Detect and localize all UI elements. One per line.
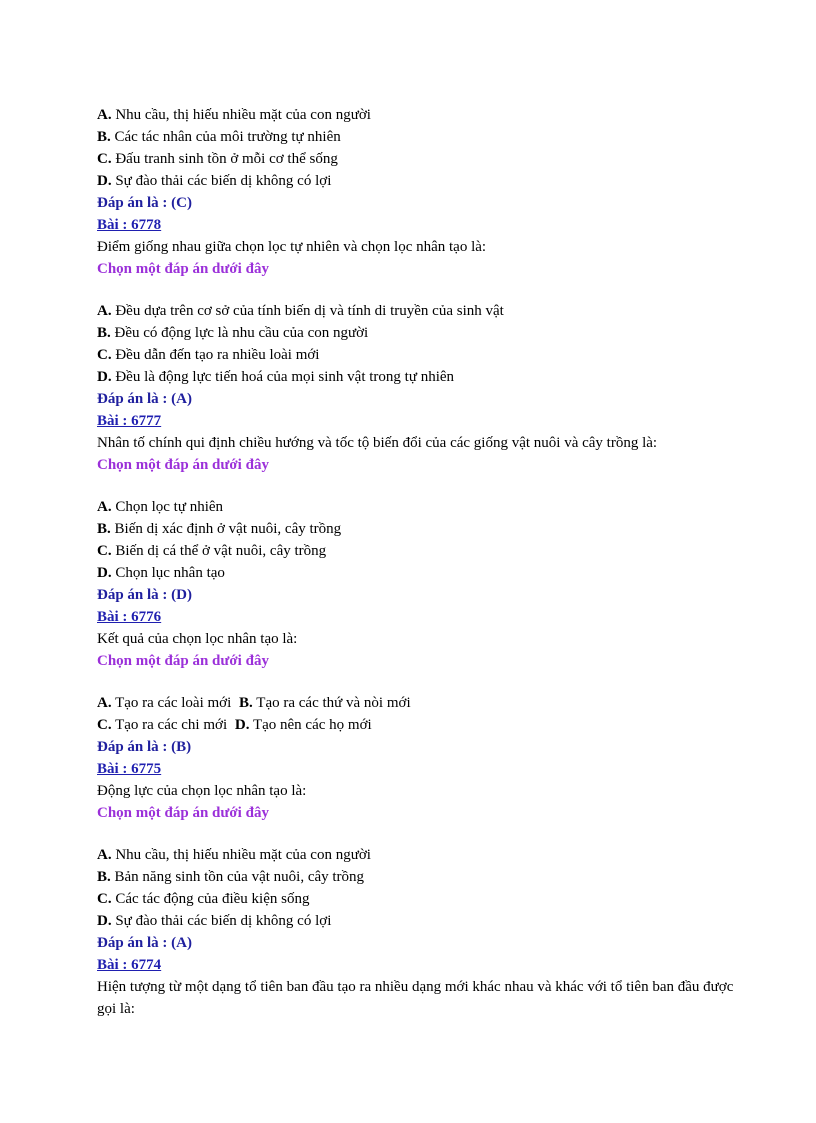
option-c: C. Đấu tranh sinh tồn ở mỗi cơ thể sống	[97, 151, 338, 167]
option-a: A. Đều dựa trên cơ sở của tính biến dị và tính di truyền của sinh vật	[97, 303, 504, 319]
answer-label: Đáp án là : (C)	[97, 195, 193, 211]
question-number-link[interactable]: Bài : 6776	[97, 609, 162, 625]
option-b: B. Tạo ra các thứ và nòi mới	[239, 695, 411, 711]
option-a: A. Chọn lọc tự nhiên	[97, 499, 224, 515]
question-text: Nhân tố chính qui định chiều hướng và tốc tộ biến đổi của các giống vật nuôi và cây trồng là:	[97, 435, 658, 451]
answer-label: Đáp án là : (A)	[97, 391, 193, 407]
option-d: D. Đều là động lực tiến hoá của mọi sinh vật trong tự nhiên	[97, 369, 455, 385]
question-number-link[interactable]: Bài : 6777	[97, 413, 162, 429]
option-b: B. Bản năng sinh tồn của vật nuôi, cây trồng	[97, 869, 365, 885]
answer-label: Đáp án là : (A)	[97, 935, 193, 951]
document-page	[97, 104, 737, 1020]
option-b: B. Biến dị xác định ở vật nuôi, cây trồng	[97, 521, 342, 537]
question-number-link[interactable]: Bài : 6775	[97, 761, 162, 777]
question-text: Động lực của chọn lọc nhân tạo là:	[97, 783, 307, 799]
option-b: B. Các tác nhân của môi trường tự nhiên	[97, 129, 341, 145]
option-c: C. Tạo ra các chi mới	[97, 717, 228, 733]
question-text: Kết quả của chọn lọc nhân tạo là:	[97, 631, 298, 647]
option-row	[97, 692, 737, 714]
answer-label: Đáp án là : (B)	[97, 739, 192, 755]
option-a: A. Nhu cầu, thị hiếu nhiều mặt của con người	[97, 847, 371, 863]
question-number-link[interactable]: Bài : 6778	[97, 217, 162, 233]
question-text: Hiện tượng từ một dạng tổ tiên ban đầu tạo ra nhiều dạng mới khác nhau và khác với tổ tiên ban đầu được gọi là:	[97, 979, 734, 1017]
choose-instruction: Chọn một đáp án dưới đây	[97, 261, 269, 277]
question-6776	[97, 606, 737, 758]
question-6777	[97, 410, 737, 606]
option-row	[97, 714, 737, 736]
option-d: D. Sự đào thải các biến dị không có lợi	[97, 913, 332, 929]
option-d: D. Sự đào thải các biến dị không có lợi	[97, 173, 332, 189]
option-c: C. Các tác động của điều kiện sống	[97, 891, 310, 907]
answer-label: Đáp án là : (D)	[97, 587, 193, 603]
question-6775	[97, 758, 737, 954]
question-text: Điểm giống nhau giữa chọn lọc tự nhiên và chọn lọc nhân tạo là:	[97, 239, 487, 255]
option-d: D. Tạo nên các họ mới	[234, 717, 372, 733]
option-a: A. Tạo ra các loài mới	[97, 695, 232, 711]
question-number-link[interactable]: Bài : 6774	[97, 957, 162, 973]
option-c: C. Biến dị cá thể ở vật nuôi, cây trồng	[97, 543, 327, 559]
option-b: B. Đều có động lực là nhu cầu của con người	[97, 325, 369, 341]
question-6774	[97, 954, 737, 1020]
option-c: C. Đều dẫn đến tạo ra nhiều loài mới	[97, 347, 320, 363]
lead-options	[97, 104, 737, 192]
question-6778	[97, 214, 737, 410]
choose-instruction: Chọn một đáp án dưới đây	[97, 805, 269, 821]
choose-instruction: Chọn một đáp án dưới đây	[97, 653, 269, 669]
option-a: A. Nhu cầu, thị hiếu nhiều mặt của con người	[97, 107, 371, 123]
option-d: D. Chọn lục nhân tạo	[97, 565, 225, 581]
choose-instruction: Chọn một đáp án dưới đây	[97, 457, 269, 473]
